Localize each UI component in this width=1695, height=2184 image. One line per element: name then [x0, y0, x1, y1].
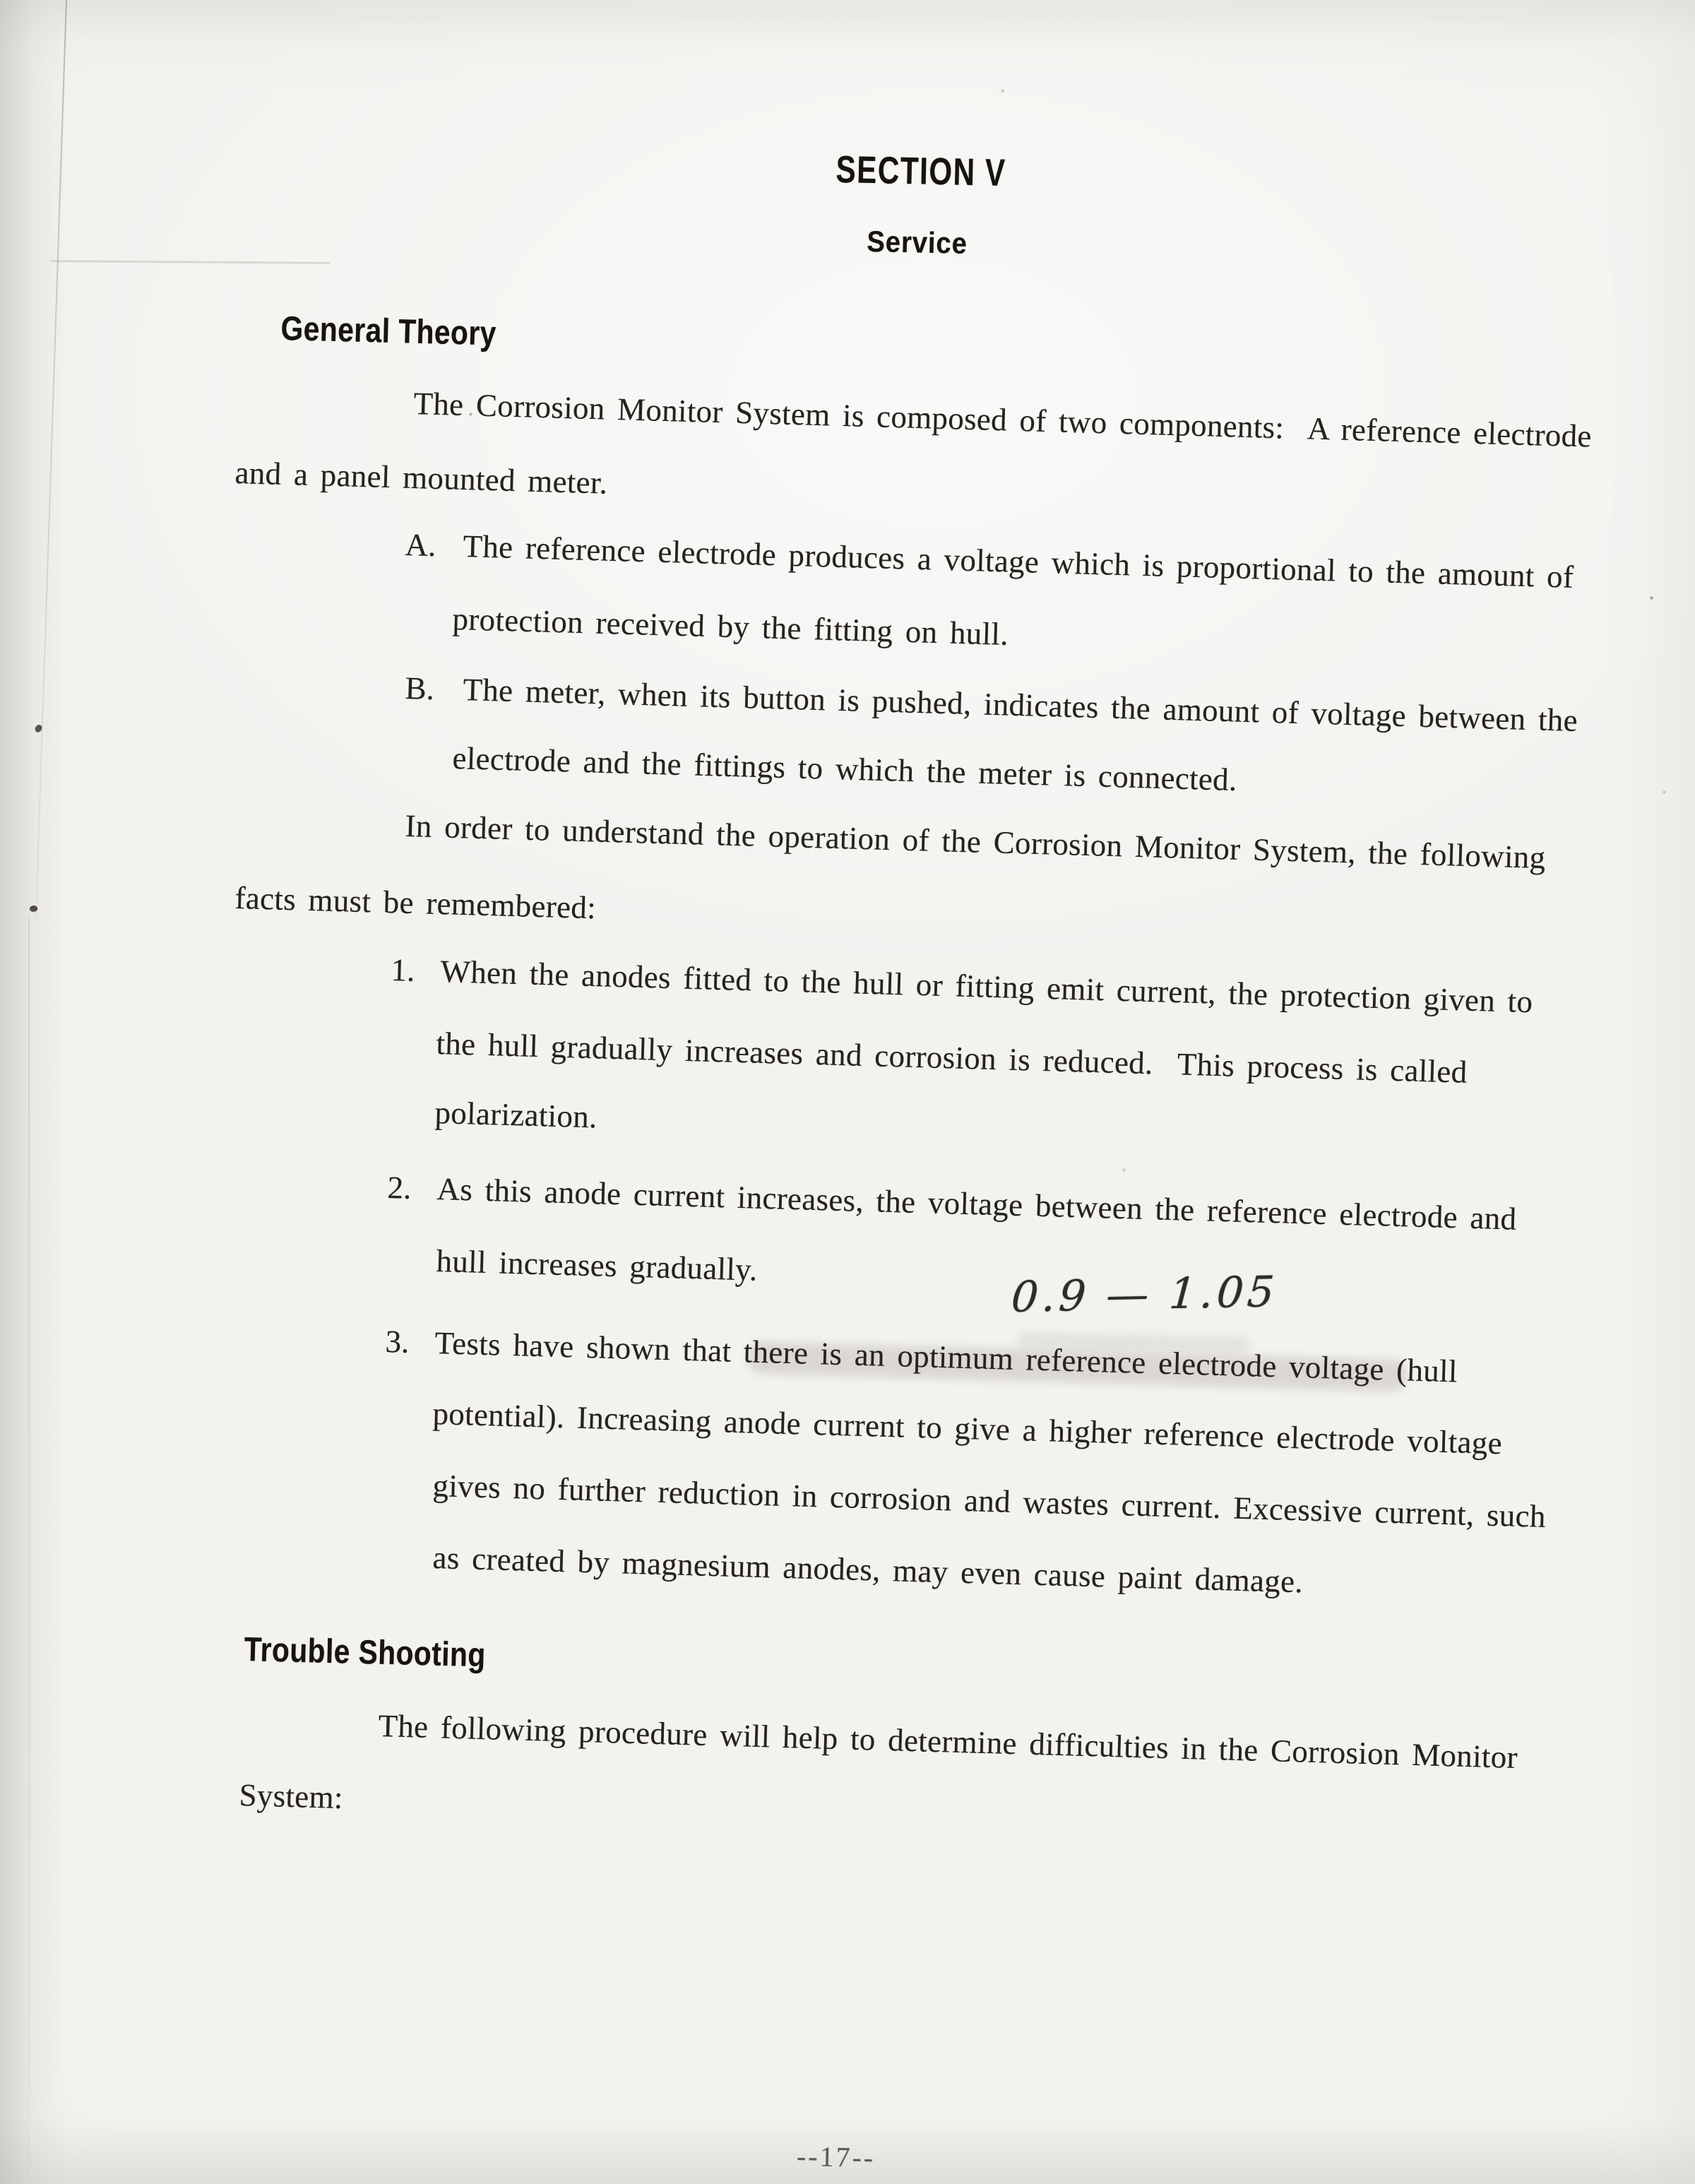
paper-crease-vertical-faint	[28, 918, 30, 2183]
typed-line: gives no further reduction in corrosion and wastes current. Excessive current, such	[432, 1468, 1547, 1535]
typed-line: The following procedure will help to determine difficulties in the Corrosion Monitor	[377, 1708, 1518, 1776]
paper-crease-vertical	[35, 0, 67, 921]
heading-trouble-shooting: Trouble Shooting	[243, 1631, 487, 1675]
section-subtitle: Service	[866, 225, 968, 260]
section-title: SECTION V	[835, 148, 1007, 195]
typed-line: potential). Increasing anode current to give a higher reference electrode voltage	[432, 1396, 1503, 1461]
typed-line: the hull gradually increases and corrosion is reduced. This process is called	[435, 1026, 1468, 1090]
typed-line: The reference electrode produces a voltage which is proportional to the amount of	[462, 528, 1574, 595]
typed-line: electrode and the fittings to which the meter is connected.	[451, 740, 1238, 798]
typed-line: The meter, when its button is pushed, indicates the amount of voltage between the	[462, 672, 1578, 739]
list-marker-A: A.	[404, 527, 437, 564]
paper-crease-horizontal	[51, 261, 330, 263]
typed-line: System:	[238, 1777, 344, 1816]
page-number: --17--	[796, 2140, 876, 2174]
list-marker-1: 1.	[390, 952, 416, 988]
typed-line: The Corrosion Monitor System is composed of two components: A reference electrode	[412, 386, 1593, 454]
heading-general-theory: General Theory	[280, 310, 497, 353]
list-marker-3: 3.	[384, 1324, 410, 1360]
dust-specks	[0, 0, 2, 2]
list-marker-B: B.	[404, 670, 435, 707]
list-marker-2: 2.	[386, 1170, 412, 1206]
typed-line: as created by magnesium anodes, may even cause paint damage.	[432, 1540, 1304, 1600]
typed-line: polarization.	[434, 1095, 598, 1135]
typed-line: When the anodes fitted to the hull or fitting emit current, the protection given to	[439, 954, 1534, 1020]
typed-line: Tests have shown that there is an optimum reference electrode voltage (hull	[434, 1325, 1458, 1389]
typed-line: facts must be remembered:	[234, 880, 597, 926]
typed-line: hull increases gradually.	[435, 1243, 759, 1288]
typed-line: and a panel mounted meter.	[234, 455, 609, 501]
typed-line: protection received by the fitting on hull.	[451, 601, 1009, 652]
typed-line: In order to understand the operation of the Corrosion Monitor System, the following	[404, 808, 1547, 876]
handwritten-annotation: 0.9 — 1.05	[1009, 1266, 1280, 1323]
typed-line: As this anode current increases, the voltage between the reference electrode and	[436, 1171, 1518, 1237]
